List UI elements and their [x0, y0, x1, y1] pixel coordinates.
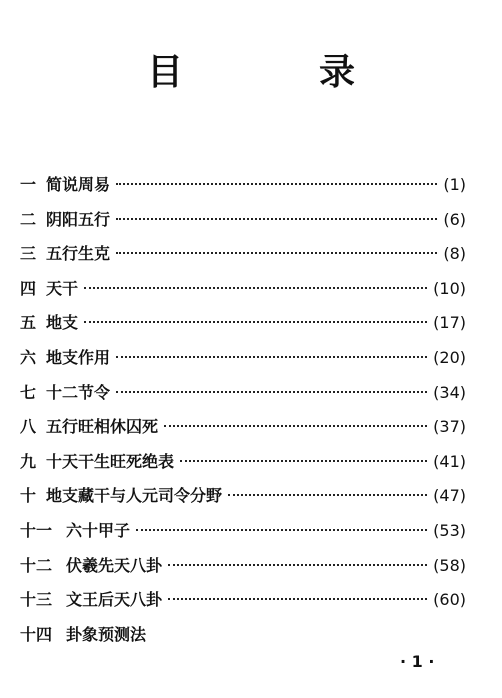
dot-leader	[116, 183, 437, 185]
toc-entry-page: (37)	[433, 417, 466, 437]
toc-entry-page: (10)	[433, 278, 466, 298]
toc-entry-number: 十三	[20, 590, 53, 610]
toc-entry-title: 五行旺相休囚死	[46, 417, 159, 437]
dot-leader	[168, 598, 427, 600]
dot-leader	[116, 252, 437, 254]
toc-entry-page: (34)	[433, 382, 466, 402]
dot-leader	[84, 321, 427, 323]
toc-entry-number: 四	[20, 278, 37, 298]
toc-entry-title: 十二节令	[46, 382, 111, 402]
toc-entry-title: 简说周易	[46, 175, 111, 194]
toc-entry-title: 阴阳五行	[46, 209, 111, 229]
toc-entry-number: 六	[20, 347, 37, 367]
toc-entry[interactable]	[20, 172, 466, 207]
dot-leader	[168, 564, 427, 566]
toc-entry[interactable]	[20, 380, 466, 415]
dot-leader	[136, 529, 427, 531]
toc-entry-number: 十二	[20, 555, 53, 575]
toc-entry[interactable]	[20, 449, 466, 484]
dot-leader	[84, 287, 427, 289]
page-title: 目 录	[146, 52, 405, 93]
toc-entry[interactable]	[20, 518, 466, 553]
toc-entry[interactable]	[20, 310, 466, 345]
toc-entry-number: 十四	[20, 624, 53, 644]
toc-entry-page: (6)	[443, 209, 466, 229]
dot-leader	[164, 425, 427, 427]
dot-leader	[180, 460, 427, 462]
toc-entry-number: 八	[20, 417, 37, 437]
toc-entry-number: 七	[20, 382, 37, 402]
toc-entry-page: (53)	[433, 520, 466, 540]
dot-leader	[116, 218, 437, 220]
table-of-contents	[20, 172, 466, 656]
toc-entry-page: (1)	[443, 175, 466, 194]
toc-entry-number: 九	[20, 451, 37, 471]
toc-entry[interactable]	[20, 553, 466, 588]
toc-entry-number: 三	[20, 244, 37, 264]
toc-entry-number: 十	[20, 486, 37, 506]
toc-entry-page: (17)	[433, 313, 466, 333]
toc-entry-title: 地支藏干与人元司令分野	[46, 486, 223, 506]
toc-entry[interactable]	[20, 241, 466, 276]
toc-entry-title: 地支作用	[46, 347, 111, 367]
toc-entry-title: 六十甲子	[66, 520, 131, 540]
toc-entry-title: 地支	[46, 313, 79, 333]
toc-entry-title: 卦象预测法	[66, 624, 147, 644]
toc-entry-number: 十一	[20, 520, 53, 540]
dot-leader	[116, 391, 427, 393]
toc-entry-page: (58)	[433, 555, 466, 575]
toc-entry[interactable]	[20, 414, 466, 449]
toc-entry[interactable]	[20, 276, 466, 311]
toc-entry-number: 一	[20, 175, 37, 194]
toc-entry-page: (60)	[433, 590, 466, 610]
toc-entry[interactable]	[20, 587, 466, 622]
toc-entry-title: 十天干生旺死绝表	[46, 451, 175, 471]
toc-entry-number: 二	[20, 209, 37, 229]
toc-entry-page: (8)	[443, 244, 466, 264]
toc-entry-number: 五	[20, 313, 37, 333]
toc-entry-title: 五行生克	[46, 244, 111, 264]
dot-leader	[116, 356, 427, 358]
toc-entry-page: (41)	[433, 451, 466, 471]
toc-entry-title: 伏羲先天八卦	[66, 555, 163, 575]
toc-entry[interactable]	[20, 345, 466, 380]
toc-entry[interactable]	[20, 483, 466, 518]
dot-leader	[228, 494, 427, 496]
toc-entry-page: (20)	[433, 347, 466, 367]
toc-entry-title: 天干	[46, 278, 79, 298]
toc-entry-title: 文王后天八卦	[66, 590, 163, 610]
toc-entry[interactable]	[20, 207, 466, 242]
page-number: · 1 ·	[400, 652, 435, 671]
toc-entry-page: (47)	[433, 486, 466, 506]
